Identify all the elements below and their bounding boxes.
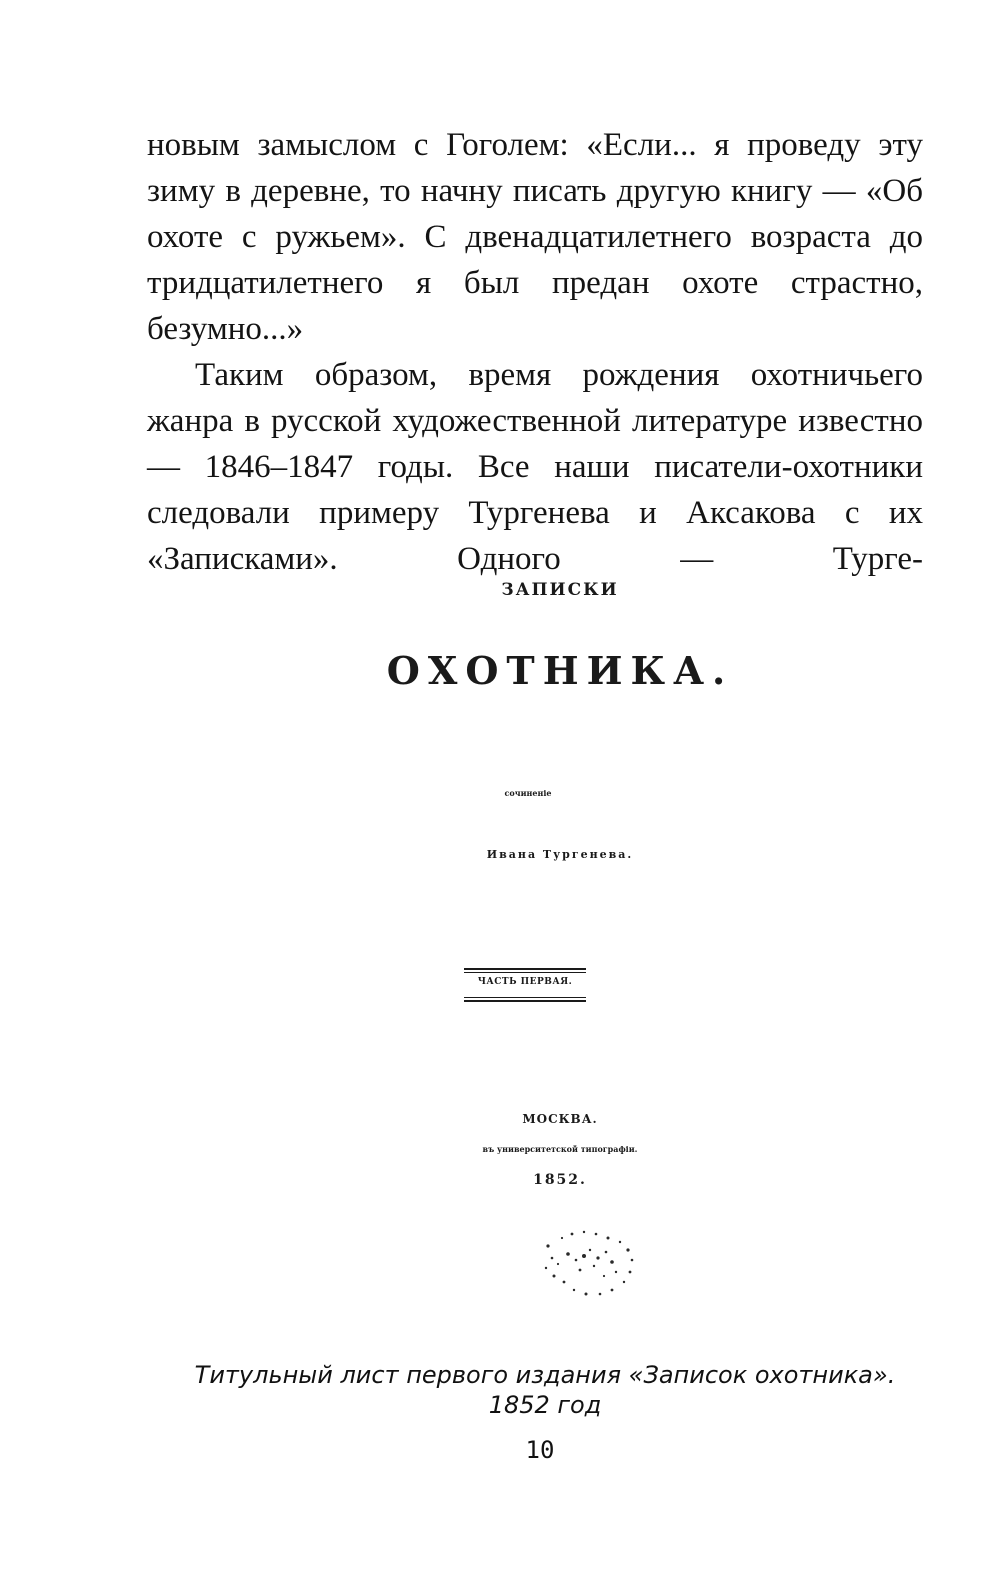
body-text	[147, 122, 923, 582]
title-page-city: МОСКВА.	[522, 1112, 598, 1126]
title-page-year: 1852.	[533, 1172, 587, 1188]
title-page-part-box	[464, 968, 586, 1002]
paragraph-2: Таким образом, время рождения охотничьего жанра в русской художественной литературе известно — 1846–1847 годы. Все наши писатели-охотники следовали примеру Тургенева и Аксакова с их «Записками». Одного — Турге-	[147, 357, 923, 577]
title-page-part: ЧАСТЬ ПЕРВАЯ.	[477, 977, 573, 987]
library-stamp-icon	[528, 1216, 658, 1306]
title-page-author: Ивана Тургенева.	[486, 848, 634, 861]
figure-caption	[150, 1360, 940, 1420]
title-page-image	[300, 560, 820, 1320]
caption-line-1: Титульный лист первого издания «Записок охотника».	[194, 1361, 896, 1389]
title-page-okhotnika: ОХОТНИКА.	[386, 648, 734, 693]
title-page-press: въ университетской типографіи.	[482, 1144, 638, 1154]
paragraph-1: новым замыслом с Гоголем: «Если... я проведу эту зиму в деревне, то начну писать другую книгу — «Об охоте с ружьем». С двенадцатилетнего возраста до тридцатилетнего я был предан охоте страстно, безумно...»	[147, 127, 923, 347]
caption-line-2: 1852 год	[488, 1391, 602, 1419]
title-page-sochinenie: сочиненіе	[504, 788, 552, 798]
title-page-zapiski: ЗАПИСКИ	[501, 580, 619, 600]
page-number: 10	[525, 1436, 555, 1464]
